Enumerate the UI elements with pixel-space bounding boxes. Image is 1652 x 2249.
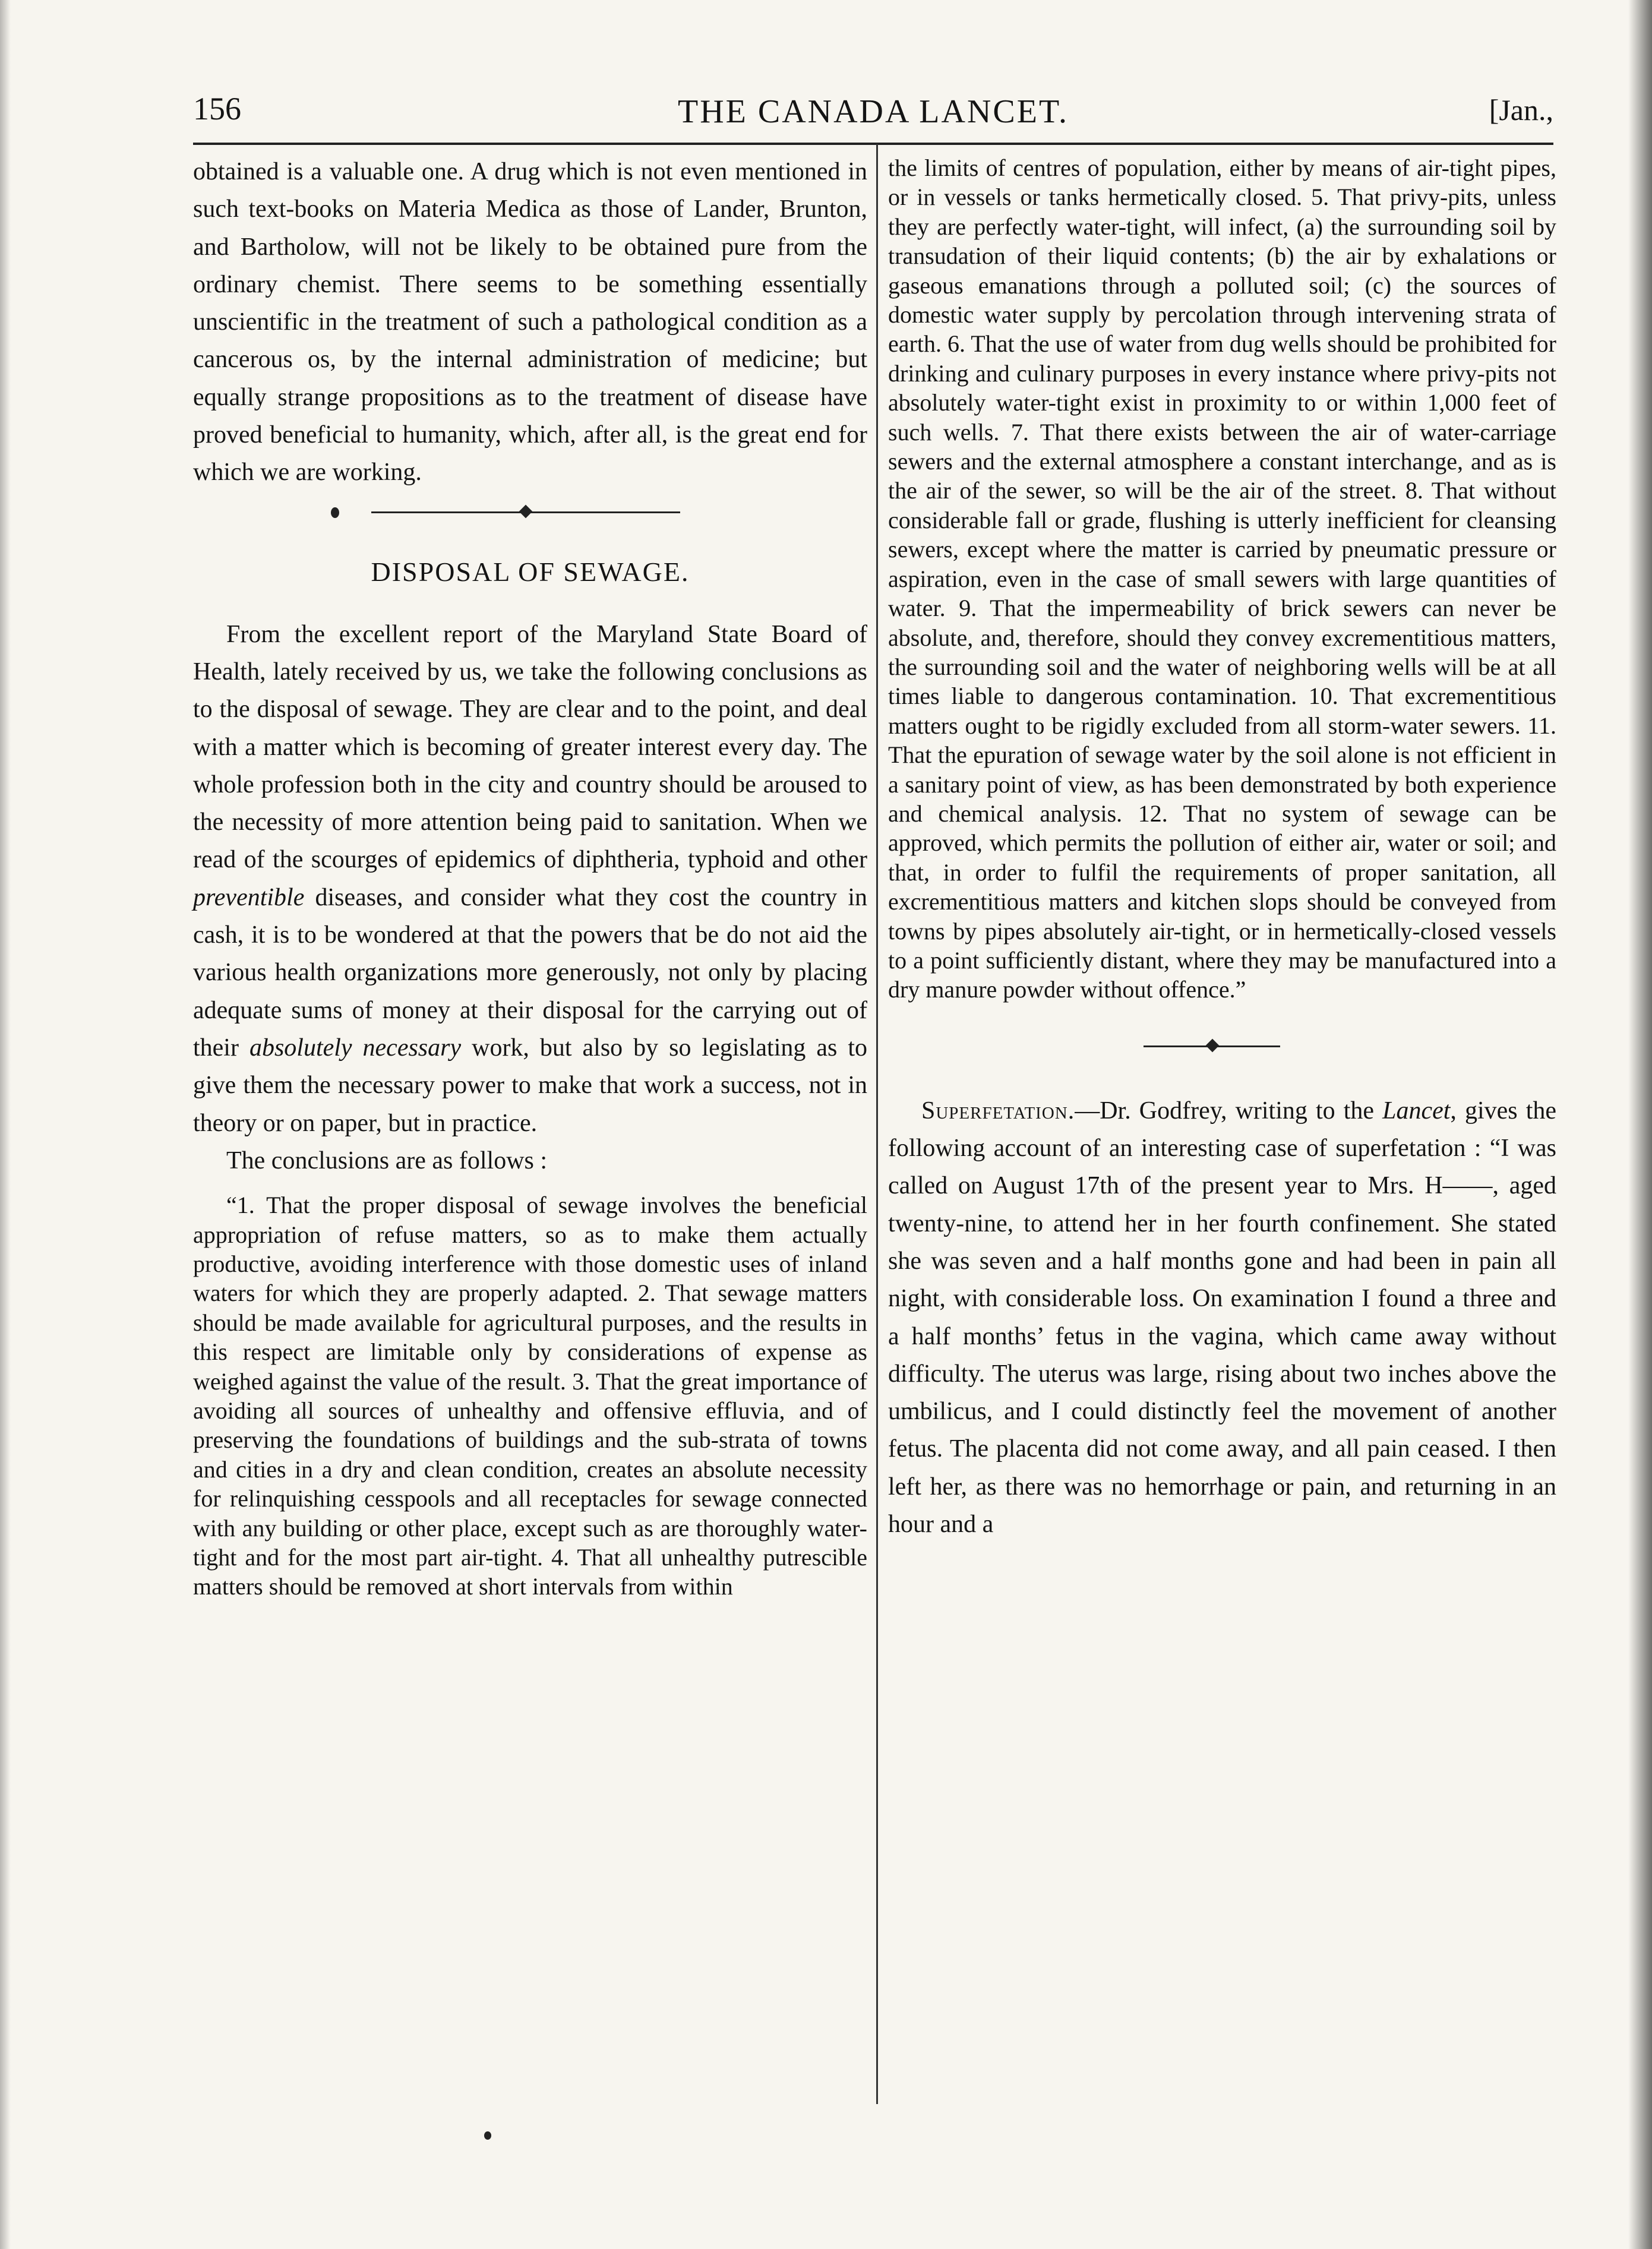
rule-ornament — [1206, 1038, 1220, 1052]
column-divider — [876, 144, 878, 2104]
conclusions-intro: The conclusions are as follows : — [226, 1146, 548, 1174]
section-rule — [193, 500, 867, 524]
article-title: Superfetation. — [921, 1097, 1075, 1124]
conclusions-continued: the limits of centres of population, either by means of air-tight pipes, or in vessels or tanks hermetically closed. 5. That privy-pits, unless they are perfectly water-tight, will infect, (a) the surrounding soil by transudation of their liquid contents; (b) the air by exhalations or gaseous emanations through a polluted soil; (c) the sources of domestic water supply by percolation through intervening strata of earth. 6. That the use of water from dug wells should be prohibited for drinking and culinary purposes in every instance where privy-pits not absolutely water-tight exist in proximity to or within 1,000 feet of such wells. 7. That there exists between the air of water-carriage sewers and the external atmosphere a constant interchange, and as is the air of the sewer, so will be the air of the street. 8. That without considerable fall or grade, flushing is utterly inefficient for cleansing sewers, except where the matter is carried by pneumatic pressure or aspiration, even in the case of small sewers with large quantities of water. 9. That the impermeability of brick sewers can never be absolute, and, therefore, should they convey excrementitious matters, the surrounding soil and the water of neighboring wells will be at all times liable to dangerous contamination. 10. That excrementitious matters ought to be rigidly excluded from all storm-water sewers. 11. That the epuration of sewage water by the soil alone is not efficient in a sanitary point of view, as has been demonstrated by both experience and chemical analysis. 12. That no system of sewage can be approved, which permits the pollution of either air, water or soil; and that, in order to fulfil the requirements of proper sanitation, all excrementitious matters and kitchen slops should be conveyed from towns by pipes absolutely air-tight, or in hermetically-closed vessels to a point sufficiently distant, where they may be manufactured into a dry manure powder without offence.” — [888, 154, 1556, 1003]
article-text-b: , gives the following account of an interesting case of superfetation : “I was called on August 17th of the present year to Mrs. H——, aged twenty-nine, to attend her in her fourth confinement. She stated she was seven and a half months gone and had been in pain all night, with considerable loss. On examination I found a three and a half months’ fetus in the vagina, which came away without difficulty. The uterus was large, rising about two inches above the umbilicus, and I could distinctly feel the movement of another fetus. The placenta did not come away, and all pain ceased. I then left her, as there was no hemorrhage or pain, and returning in an hour and a — [888, 1097, 1557, 1539]
conclusions-quote: “1. That the proper disposal of sewage involves the beneficial appropriation of refuse matters, so as to make them actually productive, avoiding interference with those domestic uses of inland waters for which they are properly adapted. 2. That sewage matters should be made available for agricultural purposes, and the results in this respect are limitable only by considerations of expense as weighed against the value of the result. 3. That the great importance of avoiding all sources of unhealthy and offensive effluvia, and of preserving the foundations of buildings and the sub-strata of towns and cities in a dry and clean condition, creates an absolute necessity for relinquishing cesspools and all receptacles for sewage connected with any building or other place, except such as are thoroughly water-tight and for the most part air-tight. 4. That all unhealthy putrescible matters should be removed at short intervals from within — [193, 1192, 867, 1600]
sewage-paragraph — [193, 616, 867, 1142]
right-column — [888, 153, 1556, 1543]
article-journal: Lancet — [1382, 1097, 1451, 1124]
running-head — [193, 83, 1553, 145]
rule-ornament — [519, 504, 533, 518]
article-rule — [888, 1034, 1556, 1058]
article-text-a: —Dr. Godfrey, writing to the — [1075, 1097, 1375, 1124]
ink-spot — [331, 507, 339, 518]
ink-spot — [484, 2131, 491, 2140]
sewage-text-d: absolutely necessary — [249, 1034, 462, 1062]
page-number: 156 — [193, 91, 241, 127]
page-shadow-left — [0, 0, 11, 2249]
sewage-text-a: From the excellent report of the Maryland State Board of Health, lately received by us, we take the following conclusions as to the disposal of sewage. They are clear and to the point, and deal with a matter which is becoming of greater interest every day. The whole profession both in the city and country should be aroused to the necessity of more attention being paid to sanitation. When we read of the scourges of epidemics of diphtheria, typhoid and other — [193, 620, 867, 874]
sewage-text-b: preventible — [193, 883, 305, 911]
sewage-text-c: diseases, and consider what they cost the country in cash, it is to be wondered at that the powers that be do not aid the various health organizations more generously, not only by placing adequate sums of money at their disposal for the carrying out of their — [193, 883, 867, 1062]
intro-paragraph: obtained is a valuable one. A drug which is not even mentioned in such text-books on Materia Medica as those of Lander, Brunton, and Bartholow, will not be likely to be obtained pure from the ordinary chemist. There seems to be something essentially unscientific in the treatment of such a pathological condition as a cancerous os, by the internal administration of medicine; but equally strange propositions as to the treatment of disease have proved beneficial to humanity, which, after all, is the great end for which we are working. — [193, 158, 867, 487]
sewage-text-e: work, but also by so legislating as to give them the necessary power to make that work a success, not in theory or on paper, but in practice. — [193, 1034, 867, 1137]
section-heading: DISPOSAL OF SEWAGE. — [371, 556, 690, 587]
journal-title: THE CANADA LANCET. — [677, 93, 1069, 130]
left-column — [193, 153, 867, 1602]
issue-month: [Jan., — [1489, 93, 1553, 127]
page-shadow-right — [1628, 0, 1652, 2249]
superfetation-article — [888, 1092, 1556, 1544]
